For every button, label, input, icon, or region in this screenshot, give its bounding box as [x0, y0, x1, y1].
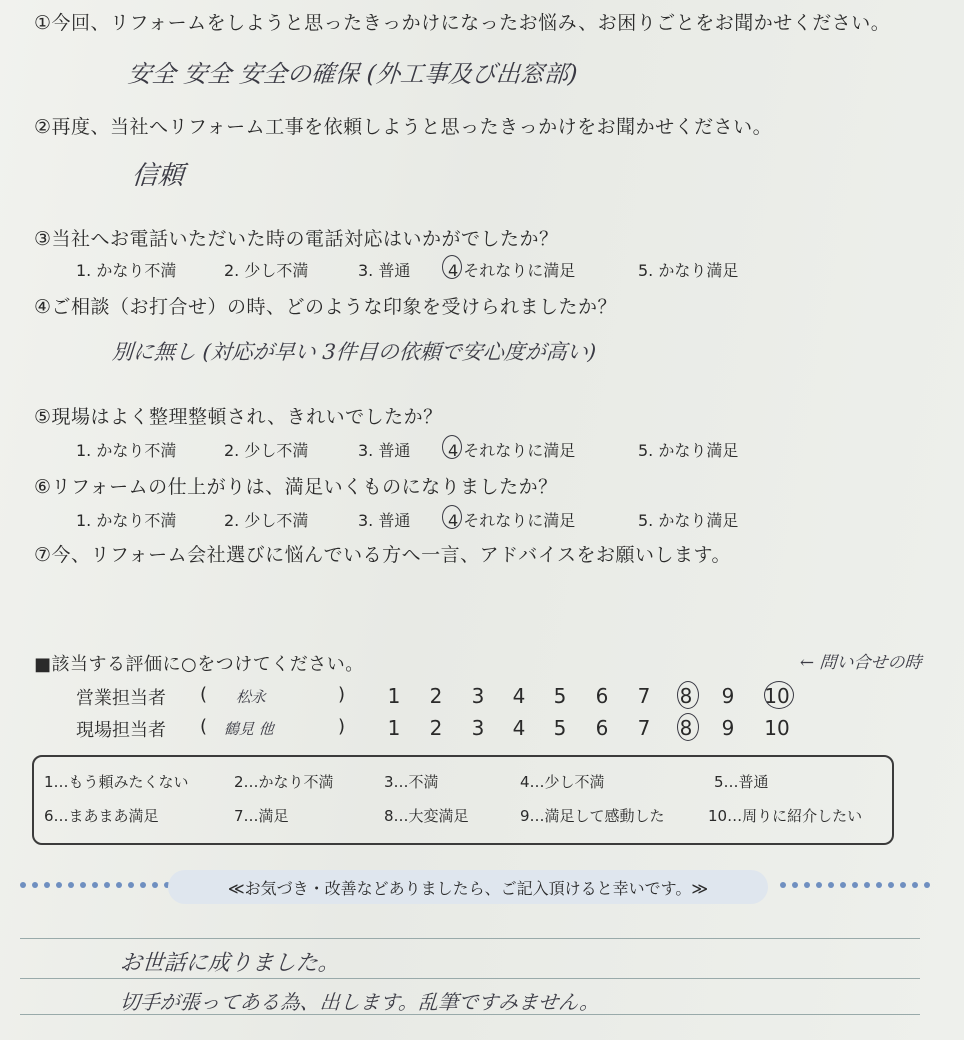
score-10[interactable]: 10 — [764, 684, 790, 708]
option-4[interactable]: 4 それなりに満足 — [448, 261, 576, 280]
decorative-dots-right — [780, 882, 930, 888]
selected-mark — [442, 505, 462, 529]
score-1[interactable]: 1 — [387, 684, 401, 708]
question-3: ③当社へお電話いただいた時の電話対応はいかがでしたか？ — [34, 228, 559, 250]
legend-item: 3…不満 — [384, 773, 439, 791]
legend-item: 9…満足して感動した — [520, 807, 665, 825]
option-1[interactable]: 1. かなり不満 — [76, 261, 177, 280]
score-7[interactable]: 7 — [637, 684, 651, 708]
rating-legend — [32, 755, 894, 845]
rating-note-handwritten: ← 問い合せの時 — [799, 653, 923, 673]
answer-4-handwritten: 別に無し (対応が早い 3件目の依頼で安心度が高い) — [111, 340, 597, 364]
score-2[interactable]: 2 — [429, 716, 443, 740]
comments-banner: ≪お気づき・改善などありましたら、ご記入頂けると幸いです。≫ — [168, 870, 768, 904]
option-1[interactable]: 1. かなり不満 — [76, 511, 177, 530]
legend-item: 10…周りに紹介したい — [708, 807, 863, 825]
legend-item: 2…かなり不満 — [234, 773, 334, 791]
option-5[interactable]: 5. かなり満足 — [638, 261, 739, 280]
score-5[interactable]: 5 — [553, 684, 567, 708]
option-3[interactable]: 3. 普通 — [358, 511, 411, 530]
score-6[interactable]: 6 — [595, 684, 609, 708]
question-2: ②再度、当社へリフォーム工事を依頼しようと思ったきっかけをお聞かせください。 — [34, 116, 773, 138]
legend-item: 4…少し不満 — [520, 773, 605, 791]
rating-row-label: 営業担当者 — [76, 688, 166, 709]
question-5: ⑤現場はよく整理整頓され、きれいでしたか？ — [34, 406, 443, 428]
rating-row-sales — [76, 684, 790, 710]
score-10[interactable]: 10 — [764, 716, 790, 740]
score-8[interactable]: 8 — [679, 716, 693, 740]
score-5[interactable]: 5 — [553, 716, 567, 740]
score-1[interactable]: 1 — [387, 716, 401, 740]
option-4[interactable]: 4 それなりに満足 — [448, 441, 576, 460]
question-6: ⑥リフォームの仕上がりは、満足いくものになりましたか？ — [34, 476, 558, 498]
legend-item: 6…まあまあ満足 — [44, 807, 159, 825]
option-4[interactable]: 4 それなりに満足 — [448, 511, 576, 530]
score-9[interactable]: 9 — [721, 684, 735, 708]
decorative-dots-left — [20, 882, 182, 888]
selected-mark — [677, 681, 699, 709]
question-4: ④ご相談（お打合せ）の時、どのような印象を受けられましたか？ — [34, 296, 618, 318]
paren-close: ) — [338, 716, 346, 737]
question-7: ⑦今、リフォーム会社選びに悩んでいる方へ一言、アドバイスをお願いします。 — [34, 544, 731, 566]
option-3[interactable]: 3. 普通 — [358, 261, 411, 280]
option-2[interactable]: 2. 少し不満 — [224, 441, 309, 460]
legend-item: 7…満足 — [234, 807, 289, 825]
comment-handwritten-line-1: お世話に成りました。 — [118, 951, 341, 976]
selected-mark — [442, 435, 462, 459]
legend-item: 1…もう頼みたくない — [44, 773, 189, 791]
option-2[interactable]: 2. 少し不満 — [224, 261, 309, 280]
score-4[interactable]: 4 — [512, 716, 526, 740]
option-3[interactable]: 3. 普通 — [358, 441, 411, 460]
score-2[interactable]: 2 — [429, 684, 443, 708]
score-3[interactable]: 3 — [471, 716, 485, 740]
rating-row-label: 現場担当者 — [76, 720, 166, 741]
score-6[interactable]: 6 — [595, 716, 609, 740]
score-3[interactable]: 3 — [471, 684, 485, 708]
paren-open: ( — [200, 716, 208, 737]
option-5[interactable]: 5. かなり満足 — [638, 441, 739, 460]
score-4[interactable]: 4 — [512, 684, 526, 708]
option-1[interactable]: 1. かなり不満 — [76, 441, 177, 460]
score-7[interactable]: 7 — [637, 716, 651, 740]
score-9[interactable]: 9 — [721, 716, 735, 740]
staff-name-handwritten: 鶴見 他 — [223, 720, 275, 738]
score-8[interactable]: 8 — [679, 684, 693, 708]
option-5[interactable]: 5. かなり満足 — [638, 511, 739, 530]
paren-open: ( — [200, 684, 208, 705]
staff-name-handwritten: 松永 — [235, 688, 267, 706]
paren-close: ) — [338, 684, 346, 705]
option-2[interactable]: 2. 少し不満 — [224, 511, 309, 530]
selected-mark — [764, 681, 794, 709]
selected-mark — [677, 713, 699, 741]
comment-line — [20, 938, 920, 939]
answer-1-handwritten: 安全 安全 安全の確保 (外工事及び出窓部) — [126, 60, 579, 88]
legend-item: 5…普通 — [714, 773, 769, 791]
question-1: ①今回、リフォームをしようと思ったきっかけになったお悩み、お困りごとをお聞かせください。 — [34, 12, 891, 34]
rating-row-site — [76, 716, 790, 742]
comment-handwritten-line-2: 切手が張ってある為、出します。乱筆ですみません。 — [119, 990, 601, 1014]
answer-2-handwritten: 信頼 — [130, 161, 185, 191]
selected-mark — [442, 255, 462, 279]
rating-instruction: ■該当する評価に○をつけてください。 — [34, 654, 364, 675]
comment-line — [20, 978, 920, 979]
legend-item: 8…大変満足 — [384, 807, 469, 825]
